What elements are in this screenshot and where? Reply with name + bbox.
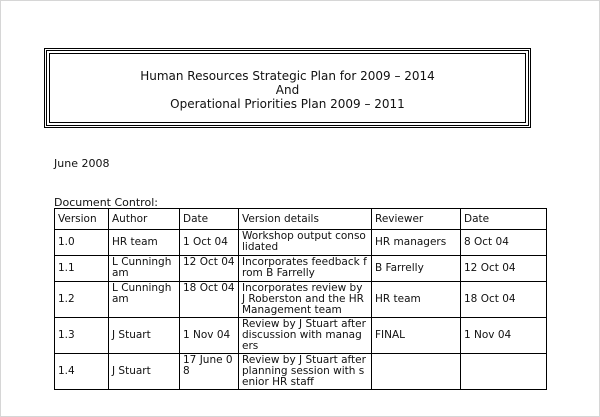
table-row — [55, 282, 547, 318]
cell-reviewer — [372, 354, 461, 390]
table-row — [55, 354, 547, 390]
cell-reviewer: HR managers — [372, 230, 461, 256]
cell-details: Workshop output consolidated — [239, 230, 372, 256]
cell-version: 1.3 — [55, 318, 109, 354]
header-author: Author — [109, 209, 180, 230]
cell-author: HR team — [109, 230, 180, 256]
cell-review-date: 8 Oct 04 — [461, 230, 547, 256]
cell-review-date — [461, 354, 547, 390]
table-row — [55, 256, 547, 282]
title-line-2: And — [275, 83, 300, 97]
cell-version: 1.2 — [55, 282, 109, 318]
cell-details: Incorporates review by J Roberston and the HR Management team — [239, 282, 372, 318]
document-date: June 2008 — [54, 157, 110, 170]
table-row — [55, 318, 547, 354]
title-box — [44, 48, 531, 128]
cell-date: 17 June 08 — [180, 354, 239, 390]
cell-details: Review by J Stuart after discussion with managers — [239, 318, 372, 354]
cell-review-date: 18 Oct 04 — [461, 282, 547, 318]
cell-review-date: 1 Nov 04 — [461, 318, 547, 354]
cell-date: 12 Oct 04 — [180, 256, 239, 282]
header-review-date: Date — [461, 209, 547, 230]
cell-details: Incorporates feedback from B Farrelly — [239, 256, 372, 282]
cell-review-date: 12 Oct 04 — [461, 256, 547, 282]
table-header-row — [55, 209, 547, 230]
header-reviewer: Reviewer — [372, 209, 461, 230]
cell-date: 1 Nov 04 — [180, 318, 239, 354]
header-version: Version — [55, 209, 109, 230]
cell-reviewer: HR team — [372, 282, 461, 318]
cell-reviewer: B Farrelly — [372, 256, 461, 282]
cell-date: 18 Oct 04 — [180, 282, 239, 318]
cell-author: L Cunningham — [109, 256, 180, 282]
cell-version: 1.4 — [55, 354, 109, 390]
table-row — [55, 230, 547, 256]
header-date: Date — [180, 209, 239, 230]
cell-details: Review by J Stuart after planning session with senior HR staff — [239, 354, 372, 390]
cell-date: 1 Oct 04 — [180, 230, 239, 256]
cell-reviewer: FINAL — [372, 318, 461, 354]
title-line-1: Human Resources Strategic Plan for 2009 – 2014 — [140, 69, 435, 83]
cell-author: J Stuart — [109, 354, 180, 390]
title-line-3: Operational Priorities Plan 2009 – 2011 — [170, 97, 405, 111]
header-version-details: Version details — [239, 209, 372, 230]
cell-version: 1.1 — [55, 256, 109, 282]
cell-author: L Cunningham — [109, 282, 180, 318]
cell-version: 1.0 — [55, 230, 109, 256]
document-control-label: Document Control: — [54, 196, 158, 209]
document-control-table — [54, 208, 547, 390]
cell-author: J Stuart — [109, 318, 180, 354]
